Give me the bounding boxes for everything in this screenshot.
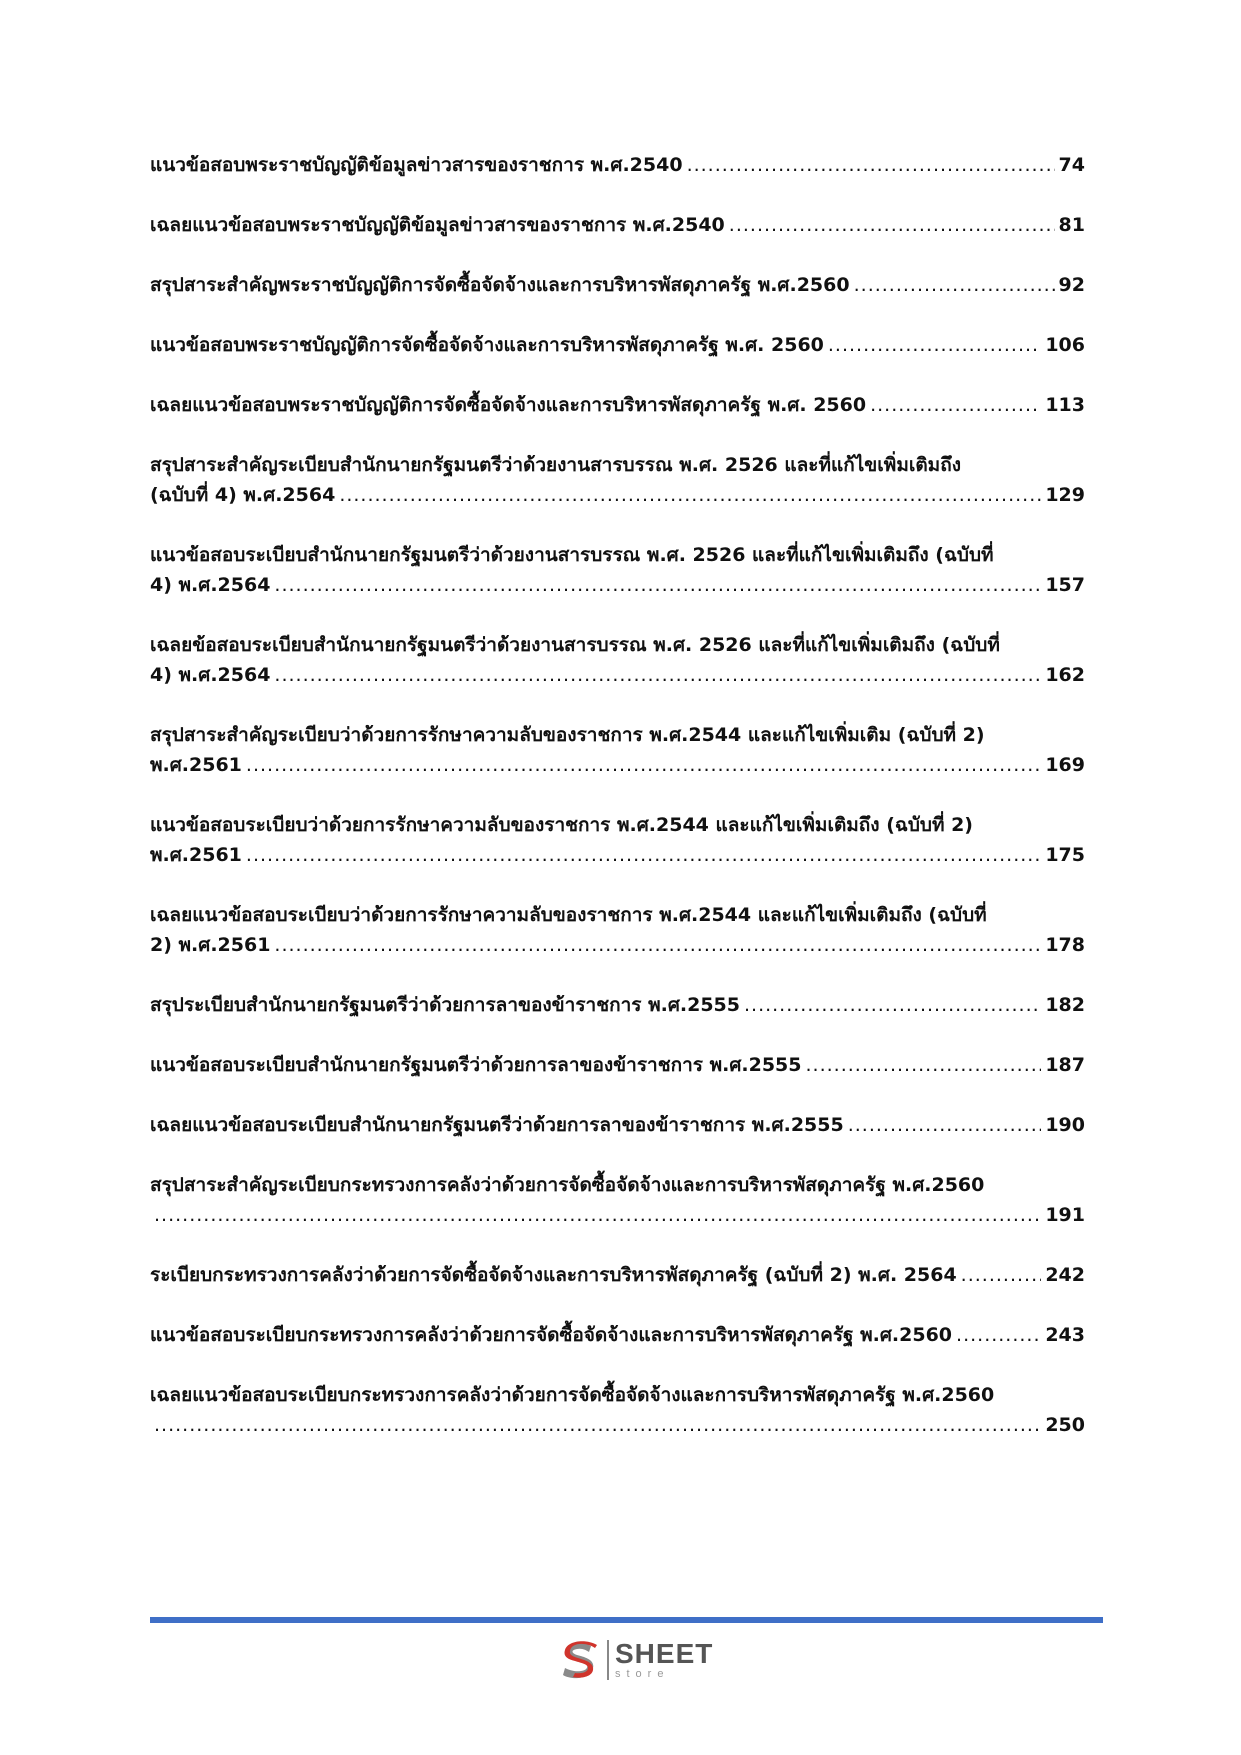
toc-entry-title: พ.ศ.2561	[150, 844, 242, 866]
toc-entry-title: 2) พ.ศ.2561	[150, 934, 271, 956]
toc-page-number: 178	[1045, 934, 1085, 956]
dot-leader	[274, 570, 1041, 600]
toc-entry-title-line: เฉลยแนวข้อสอบระเบียบกระทรวงการคลังว่าด้วยการจัดซื้อจัดจ้างและการบริหารพัสดุภาครัฐ พ.ศ.2560	[150, 1384, 995, 1406]
toc-entry-title-line: สรุปสาระสำคัญระเบียบว่าด้วยการรักษาความลับของราชการ พ.ศ.2544 และแก้ไขเพิ่มเติม (ฉบับที่ 2)	[150, 724, 985, 746]
toc-entry-title: เฉลยแนวข้อสอบพระราชบัญญัติการจัดซื้อจัดจ้างและการบริหารพัสดุภาครัฐ พ.ศ. 2560	[150, 394, 867, 416]
toc-entry[interactable]	[150, 450, 1085, 510]
toc-entry[interactable]	[150, 330, 1085, 360]
toc-entry[interactable]	[150, 900, 1085, 960]
toc-entry-title: เฉลยแนวข้อสอบพระราชบัญญัติข้อมูลข่าวสารของราชการ พ.ศ.2540	[150, 214, 725, 236]
toc-entry-row	[150, 150, 1085, 180]
logo-word: SHEET	[615, 1638, 714, 1669]
toc-entry-title-line: เฉลยข้อสอบระเบียบสำนักนายกรัฐมนตรีว่าด้วยงานสารบรรณ พ.ศ. 2526 และที่แก้ไขเพิ่มเติมถึง (ฉบับที่	[150, 634, 1000, 656]
dot-leader	[246, 750, 1041, 780]
toc-entry-row	[150, 840, 1085, 870]
toc-page-number: 243	[1045, 1324, 1085, 1346]
toc-entry-row	[150, 270, 1085, 300]
dot-leader	[274, 930, 1041, 960]
toc-entry-row	[150, 990, 1085, 1020]
toc-page-number: 113	[1045, 394, 1085, 416]
toc-entry-title: เฉลยแนวข้อสอบระเบียบสำนักนายกรัฐมนตรีว่าด้วยการลาของข้าราชการ พ.ศ.2555	[150, 1114, 844, 1136]
toc-page-number: 242	[1045, 1264, 1085, 1286]
logo-subword: store	[615, 1668, 670, 1680]
toc-entry-title: พ.ศ.2561	[150, 754, 242, 776]
dot-leader	[339, 480, 1041, 510]
toc-entry-title-line: สรุปสาระสำคัญระเบียบสำนักนายกรัฐมนตรีว่าด้วยงานสารบรรณ พ.ศ. 2526 และที่แก้ไขเพิ่มเติมถึง	[150, 454, 961, 476]
toc-entry-row	[150, 750, 1085, 780]
dot-leader	[956, 1320, 1041, 1350]
toc-entry-row	[150, 660, 1085, 690]
toc-entry-title: แนวข้อสอบระเบียบกระทรวงการคลังว่าด้วยการจัดซื้อจัดจ้างและการบริหารพัสดุภาครัฐ พ.ศ.2560	[150, 1324, 953, 1346]
dot-leader	[154, 1200, 1041, 1230]
toc-entry-row	[150, 1260, 1085, 1290]
dot-leader	[744, 990, 1041, 1020]
sheet-store-logo	[557, 1638, 713, 1682]
toc-entry[interactable]	[150, 390, 1085, 420]
toc-page-number: 187	[1045, 1054, 1085, 1076]
dot-leader	[154, 1410, 1041, 1440]
logo-s-icon	[557, 1638, 601, 1682]
toc-page-number: 250	[1045, 1414, 1085, 1436]
toc-page-number: 162	[1045, 664, 1085, 686]
toc-page-number: 182	[1045, 994, 1085, 1016]
toc-page-number: 190	[1045, 1114, 1085, 1136]
toc-entry-title-line: สรุปสาระสำคัญระเบียบกระทรวงการคลังว่าด้วยการจัดซื้อจัดจ้างและการบริหารพัสดุภาครัฐ พ.ศ.2560	[150, 1174, 985, 1196]
dot-leader	[806, 1050, 1042, 1080]
toc-entry-row	[150, 390, 1085, 420]
dot-leader	[246, 840, 1041, 870]
toc-entry-title: แนวข้อสอบระเบียบสำนักนายกรัฐมนตรีว่าด้วยการลาของข้าราชการ พ.ศ.2555	[150, 1054, 802, 1076]
toc-entry[interactable]	[150, 990, 1085, 1020]
toc-entry-title: 4) พ.ศ.2564	[150, 664, 271, 686]
toc-entry[interactable]	[150, 150, 1085, 180]
toc-entry[interactable]	[150, 540, 1085, 600]
toc-entry-title-line: เฉลยแนวข้อสอบระเบียบว่าด้วยการรักษาความลับของราชการ พ.ศ.2544 และแก้ไขเพิ่มเติมถึง (ฉบับที่	[150, 904, 987, 926]
dot-leader	[729, 210, 1055, 240]
toc-entry-row	[150, 1200, 1085, 1230]
toc-entry-row	[150, 330, 1085, 360]
toc-entry-title: สรุปสาระสำคัญพระราชบัญญัติการจัดซื้อจัดจ้างและการบริหารพัสดุภาครัฐ พ.ศ.2560	[150, 274, 850, 296]
dot-leader	[854, 270, 1055, 300]
dot-leader	[274, 660, 1041, 690]
toc-entry-row	[150, 1320, 1085, 1350]
toc-page-number: 74	[1058, 154, 1085, 176]
toc-entry[interactable]	[150, 1110, 1085, 1140]
toc-entry-row	[150, 1410, 1085, 1440]
toc-page-number: 92	[1058, 274, 1085, 296]
footer-rule	[150, 1617, 1103, 1623]
toc-entry-title: (ฉบับที่ 4) พ.ศ.2564	[150, 484, 336, 506]
logo-divider	[607, 1640, 609, 1680]
dot-leader	[848, 1110, 1042, 1140]
toc-entry-row	[150, 210, 1085, 240]
table-of-contents	[150, 150, 1085, 1470]
toc-entry-row	[150, 480, 1085, 510]
toc-entry-row	[150, 570, 1085, 600]
toc-entry[interactable]	[150, 1170, 1085, 1230]
toc-entry-title-line: แนวข้อสอบระเบียบว่าด้วยการรักษาความลับของราชการ พ.ศ.2544 และแก้ไขเพิ่มเติมถึง (ฉบับที่ 2)	[150, 814, 973, 836]
toc-entry-row	[150, 1110, 1085, 1140]
toc-page-number: 169	[1045, 754, 1085, 776]
toc-page-number: 175	[1045, 844, 1085, 866]
toc-entry[interactable]	[150, 810, 1085, 870]
toc-entry[interactable]	[150, 630, 1085, 690]
toc-entry-title: แนวข้อสอบพระราชบัญญัติข้อมูลข่าวสารของราชการ พ.ศ.2540	[150, 154, 683, 176]
toc-entry-title: แนวข้อสอบพระราชบัญญัติการจัดซื้อจัดจ้างและการบริหารพัสดุภาครัฐ พ.ศ. 2560	[150, 334, 824, 356]
toc-entry[interactable]	[150, 210, 1085, 240]
toc-entry-row	[150, 1050, 1085, 1080]
dot-leader	[961, 1260, 1042, 1290]
toc-entry-row	[150, 930, 1085, 960]
toc-entry[interactable]	[150, 1050, 1085, 1080]
toc-entry[interactable]	[150, 1380, 1085, 1440]
dot-leader	[870, 390, 1041, 420]
toc-page-number: 129	[1045, 484, 1085, 506]
toc-entry[interactable]	[150, 1260, 1085, 1290]
toc-entry-title-line: แนวข้อสอบระเบียบสำนักนายกรัฐมนตรีว่าด้วยงานสารบรรณ พ.ศ. 2526 และที่แก้ไขเพิ่มเติมถึง (ฉบับที่	[150, 544, 994, 566]
toc-entry-title: 4) พ.ศ.2564	[150, 574, 271, 596]
toc-entry[interactable]	[150, 720, 1085, 780]
toc-page-number: 157	[1045, 574, 1085, 596]
toc-entry-title: สรุประเบียบสำนักนายกรัฐมนตรีว่าด้วยการลาของข้าราชการ พ.ศ.2555	[150, 994, 740, 1016]
toc-page-number: 81	[1058, 214, 1085, 236]
dot-leader	[828, 330, 1041, 360]
toc-page-number: 106	[1045, 334, 1085, 356]
logo-text	[615, 1640, 713, 1680]
toc-entry-title: ระเบียบกระทรวงการคลังว่าด้วยการจัดซื้อจัดจ้างและการบริหารพัสดุภาครัฐ (ฉบับที่ 2) พ.ศ. 2564	[150, 1264, 957, 1286]
toc-entry[interactable]	[150, 270, 1085, 300]
toc-entry[interactable]	[150, 1320, 1085, 1350]
toc-page-number: 191	[1045, 1204, 1085, 1226]
dot-leader	[687, 150, 1055, 180]
